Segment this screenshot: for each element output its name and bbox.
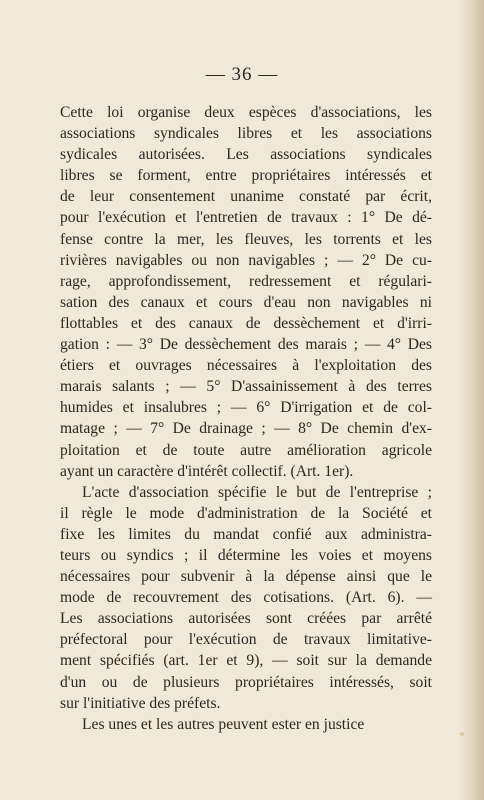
text-line: fixe les limites du mandat confié aux administra- [60, 525, 432, 543]
text-line: matage ; — 7° De drainage ; — 8° De chemin d'ex- [60, 420, 432, 438]
text-line: sation des canaux et cours d'eau non navigables ni [60, 293, 432, 311]
text-line: ment spécifiés (art. 1er et 9), — soit sur la demande [60, 652, 432, 670]
text-line: de leur consentement unanime constaté par écrit, [60, 188, 432, 206]
text-line: préfectoral pour l'exécution de travaux limitative- [60, 631, 432, 649]
text-line: flottables et des canaux de dessèchement et d'irri- [60, 314, 432, 332]
text-line: nécessaires pour subvenir à la dépense ainsi que le [60, 568, 432, 586]
text-line: marais salants ; — 5° D'assainissement à des terres [60, 378, 432, 396]
text-line: sydicales autorisées. Les associations syndicales [60, 146, 432, 164]
page-number: — 36 — [205, 64, 279, 85]
text-line: associations syndicales libres et les associations [60, 125, 432, 143]
text-line: rage, approfondissement, redressement et régulari- [60, 272, 432, 290]
text-line: Les associations autorisées sont créées par arrêté [60, 610, 432, 628]
text-line: d'un ou de plusieurs propriétaires intéressés, soit [60, 673, 432, 691]
paper-spot [460, 732, 464, 736]
text-line: fense contre la mer, les fleuves, les torrents et les [60, 230, 432, 248]
text-line: pour l'exécution et l'entretien de travaux : 1° De dé- [60, 209, 432, 227]
body-text [60, 102, 432, 735]
page-edge-shadow [458, 0, 484, 800]
text-line: humides et insalubres ; — 6° D'irrigation et de col- [60, 399, 432, 417]
text-line: teurs ou syndics ; il détermine les voies et moyens [60, 546, 432, 564]
text-line: ayant un caractère d'intérêt collectif. (Art. 1er). [60, 462, 354, 480]
text-line: L'acte d'association spécifie le but de l'entreprise ; [82, 483, 432, 501]
text-line: rivières navigables ou non navigables ; — 2° De cu- [60, 251, 432, 269]
text-line: il règle le mode d'administration de la Société et [60, 504, 432, 522]
text-line: libres se forment, entre propriétaires intéressés et [60, 167, 432, 185]
text-line: étiers et ouvrages nécessaires à l'exploitation des [60, 357, 432, 375]
text-line: gation : — 3° De dessèchement des marais ; — 4° Des [60, 336, 432, 354]
text-line: Cette loi organise deux espèces d'associations, les [60, 104, 432, 121]
text-line: sur l'initiative des préfets. [60, 694, 221, 712]
text-line: Les unes et les autres peuvent ester en justice [82, 715, 365, 733]
text-line: ploitation et de toute autre amélioration agricole [60, 441, 432, 459]
text-line: mode de recouvrement des cotisations. (Art. 6). — [60, 589, 432, 607]
